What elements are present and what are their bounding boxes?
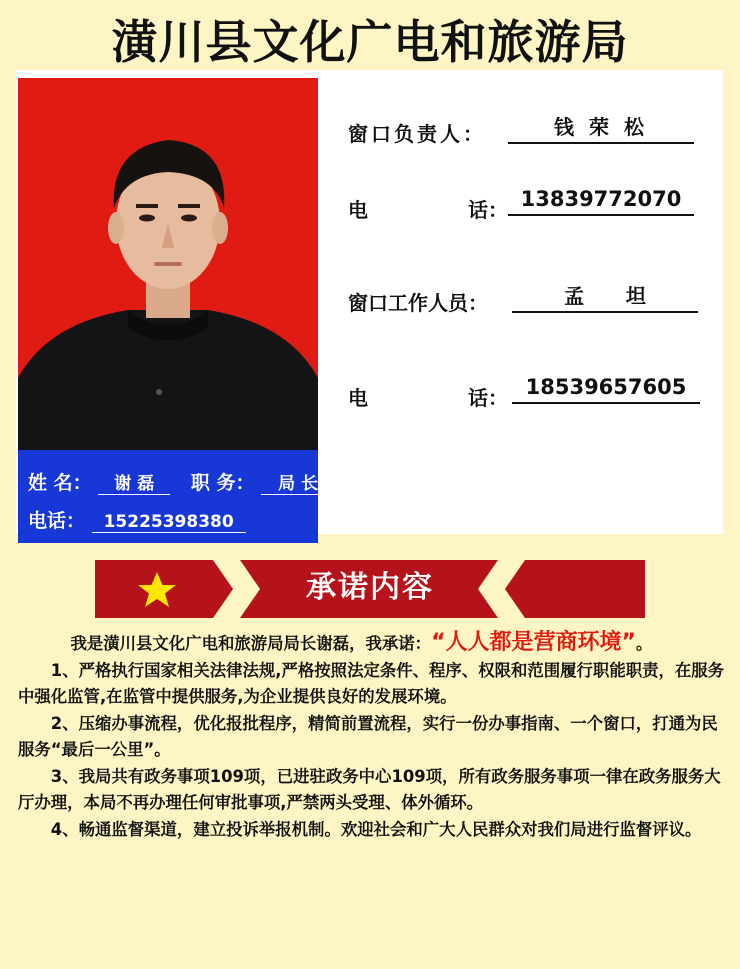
director-card bbox=[18, 450, 318, 543]
phone-label-2a: 电 bbox=[348, 386, 368, 410]
page-title: 潢川县文化广电和旅游局 bbox=[111, 15, 629, 69]
commitment-heading: 承诺内容 bbox=[306, 570, 434, 605]
intro-end: 。 bbox=[635, 634, 653, 653]
portrait-icon bbox=[18, 78, 318, 450]
commitment-item-2: 2、压缩办事流程，优化报批程序，精简前置流程，实行一份办事指南、一个窗口，打通为民服务“最后一公里”。 bbox=[18, 713, 718, 759]
director-name-row bbox=[28, 468, 335, 495]
slogan-text: “人人都是营商环境” bbox=[431, 630, 636, 655]
phone-label-2b: 话： bbox=[468, 386, 508, 410]
commitment-item-1: 1、严格执行国家相关法律法规,严格按照法定条件、程序、权限和范围履行职能职责，在服务中强化监管,在监管中提供服务,为企业提供良好的发展环境。 bbox=[18, 660, 725, 706]
intro-paragraph bbox=[18, 630, 726, 658]
manager-name: 钱 荣 松 bbox=[508, 114, 694, 144]
commitment-body bbox=[18, 630, 726, 843]
name-label: 姓 名： bbox=[28, 472, 92, 494]
commitment-item-4: 4、畅通监督渠道，建立投诉举报机制。欢迎社会和广大人民群众对我们局进行监督评议。 bbox=[50, 819, 702, 839]
manager-label: 窗口负责人： bbox=[348, 122, 486, 146]
phone-label-1b: 话： bbox=[468, 198, 508, 222]
director-phone-row bbox=[28, 506, 246, 533]
director-phone: 15225398380 bbox=[92, 512, 246, 533]
phone-label: 电话： bbox=[28, 510, 86, 532]
staff-phone: 18539657605 bbox=[512, 374, 700, 404]
director-photo bbox=[18, 78, 318, 450]
director-name: 谢 磊 bbox=[98, 469, 170, 495]
staff-name: 孟 坦 bbox=[512, 283, 698, 313]
commitment-item-3: 3、我局共有政务事项109项，已进驻政务中心109项，所有政务服务事项一律在政务服务大厅办理，本局不再办理任何审批事项,严禁两头受理、体外循环。 bbox=[18, 766, 721, 812]
title-label: 职 务： bbox=[190, 472, 255, 494]
staff-label: 窗口工作人员： bbox=[348, 291, 488, 315]
manager-phone: 13839772070 bbox=[508, 186, 694, 216]
phone-label-1a: 电 bbox=[348, 198, 368, 222]
intro-text: 我是潢川县文化广电和旅游局局长谢磊，我承诺： bbox=[70, 634, 432, 653]
director-title: 局 长 bbox=[261, 469, 335, 495]
